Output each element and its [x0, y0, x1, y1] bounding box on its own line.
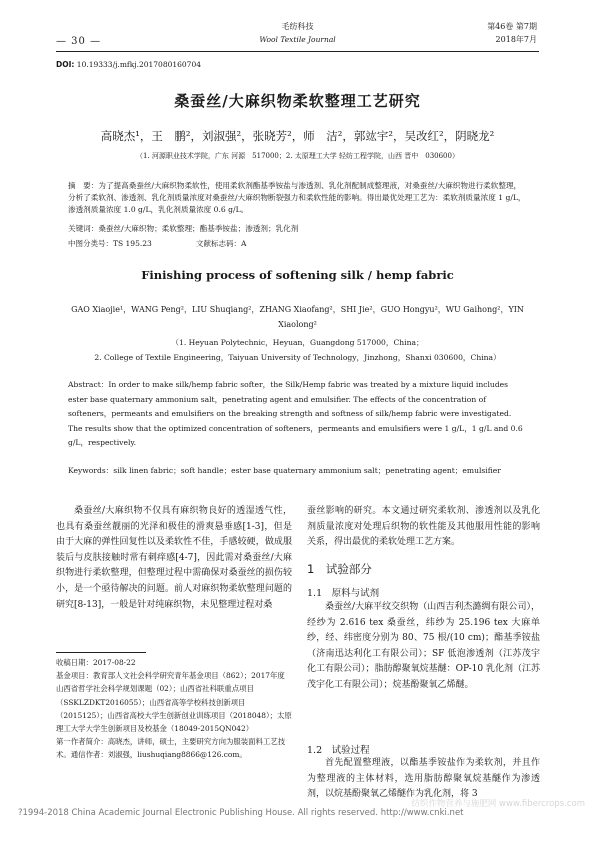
doi-label: DOI:: [56, 60, 75, 69]
keywords-cn: 关键词：桑蚕丝/大麻织物；柔软整理；酯基季铵盐；渗透剂；乳化剂: [68, 224, 299, 233]
header-divider: [56, 51, 539, 52]
abstract-cn: 摘 要：为了提高桑蚕丝/大麻织物柔软性，使用柔软剂酯基季铵盐与渗透剂、乳化剂配制成整理液，对桑蚕丝/大麻织物进行柔软整理，分析了柔软剂、渗透剂、乳化剂质量浓度对桑蚕丝/大麻织物断裂强力和柔软性能的影响。得出最优处理工艺为：柔软剂质量浓度 1 g/L，渗透剂质量浓度 1.0 g/L，乳化剂质量浓度 0.6 g/L。: [68, 181, 526, 214]
doi-line: [56, 60, 201, 69]
body-intro-left: 桑蚕丝/大麻织物不仅具有麻织物良好的透湿透气性，也具有桑蚕丝靓丽的光泽和极佳的滑爽悬垂感[1-3]，但是由于大麻的弹性回复性以及柔软性不佳，手感较硬，做成服装后与皮肤接触时常有刺痒感[4-7]，因此需对桑蚕丝/大麻织物进行柔软整理，但整理过程中需确保对桑蚕丝的损伤较小，是一个亟待解决的问题。前人对麻织物柔软整理问题的研究[8-13]，一般是针对纯麻织物，未见整理过程对桑: [56, 506, 292, 610]
section-heading-1: 1 试验部分: [307, 562, 372, 576]
title-cn: 桑蚕丝/大麻织物柔软整理工艺研究: [174, 92, 421, 110]
section-heading-1-2: 1.2 试验过程: [307, 745, 370, 756]
document-code: 文献标志码：A: [196, 239, 247, 248]
footnote-divider: [56, 652, 146, 653]
section-heading-1-1: 1.1 原料与试剂: [307, 588, 380, 599]
affiliation-en: [60, 335, 535, 365]
process-paragraph: 首先配置整理液，以酯基季铵盐作为柔软剂，并且作为整理液的主体材料，选用脂肪醇聚氧烷基醚作为渗透剂，以烷基酚聚氧乙烯醚作为乳化剂，将 3: [307, 758, 540, 800]
author-bio: 第一作者简介：高晓杰，讲师，硕士，主要研究方向为服装面料工艺技术。通信作者：刘淑强，liushuqiang8866@126.com。: [56, 737, 286, 760]
page-number: — 30 —: [56, 36, 102, 47]
funding-notes: [56, 656, 292, 762]
doi-value: 10.19333/j.mfkj.2017080160704: [76, 60, 201, 69]
affiliation-en-1: （1. Heyuan Polytechnic，Heyuan，Guangdong 517000，China；: [171, 338, 424, 347]
title-en: Finishing process of softening silk / hemp fabric: [141, 268, 454, 282]
keywords-en: Keywords：silk linen fabric；soft handle；ester base quaternary ammonium salt；penetrating agent；emulsifier: [68, 466, 501, 475]
body-intro-right: 蚕丝影响的研究。本文通过研究柔软剂、渗透剂以及乳化剂质量浓度对处理后织物的软性能及其他服用性能的影响关系，得出最优的柔软处理工艺方案。: [307, 506, 540, 548]
abstract-en: Abstract：In order to make silk/hemp fabric softer，the Silk/Hemp fabric was treated by a mixture liquid includes ester base quaternary ammonium salt，penetrating agent and emulsifier. The effects of the concentration of softeners，permeants and emulsifiers on the breaking strength and softness of silk/hemp fabric were investigated. The results show that the optimized concentration of softeners，permeants and emulsifiers were 1 g/L，1 g/L and 0.6 g/L，respectively.: [68, 380, 523, 447]
materials-paragraph: 桑蚕丝/大麻平纹交织物（山西吉利杰潞绸有限公司），经纱为 2.616 tex 桑蚕丝，纬纱为 25.196 tex 大麻单纱，经、纬密度分别为 80、75 根/(10 cm)；酯基季铵盐（济南迅达利化工有限公司）；SF 低泡渗透剂（江苏茂宇化工有限公司）；脂肪醇聚氧烷基醚：OP-10 乳化剂（江苏茂宇化工有限公司）；烷基酚聚氧乙烯醚。: [307, 602, 540, 690]
authors-cn: 高晓杰¹，王 鹏²，刘淑强²，张晓芳²，师 洁²，郭竑宇²，吴改红²，阴晓龙²: [100, 129, 495, 143]
affiliation-cn: （1. 河源职业技术学院，广东 河源 517000；2. 太原理工大学 轻纺工程学院，山西 晋中 030600）: [136, 152, 459, 160]
authors-en: GAO Xiaojie¹，WANG Peng²，LIU Shuqiang²，ZHANG Xiaofang²，SHI Jie²，GUO Hongyu²，WU Gaihong²，YIN Xiaolong²: [71, 305, 524, 329]
copyright-footer: ?1994-2018 China Academic Journal Electronic Publishing House. All rights reserved. http://www.cnki.net: [18, 808, 464, 818]
funding-projects: 基金项目：教育部人文社会科学研究青年基金项目（862）；2017年度山西省哲学社会科学规划课题（02）；山西省社科联重点项目（SSKLZDKT2016055）；山西省高等学校科技创新项目（2015125）；山西省高校大学生创新创业训练项目（2018048）；太原理工大学大学生创新项目及校基金（18049-2015QN042）: [56, 671, 292, 734]
affiliation-en-2: 2. College of Textile Engineering，Taiyuan University of Technology，Jinzhong，Shanxi 030600，China）: [94, 353, 501, 362]
clc-number: 中图分类号：TS 195.23: [68, 239, 152, 248]
volume-issue: 第46卷 第7期: [487, 22, 537, 31]
journal-name-cn: 毛纺科技: [281, 22, 314, 31]
watermark-text: 纺织作物营养与施肥网 www.fibercrops.com: [411, 799, 585, 809]
issue-info: [487, 20, 537, 46]
issue-date: 2018年7月: [495, 35, 537, 44]
received-date: 收稿日期：2017-08-22: [56, 658, 136, 667]
journal-name-en: Wool Textile Journal: [259, 35, 336, 44]
